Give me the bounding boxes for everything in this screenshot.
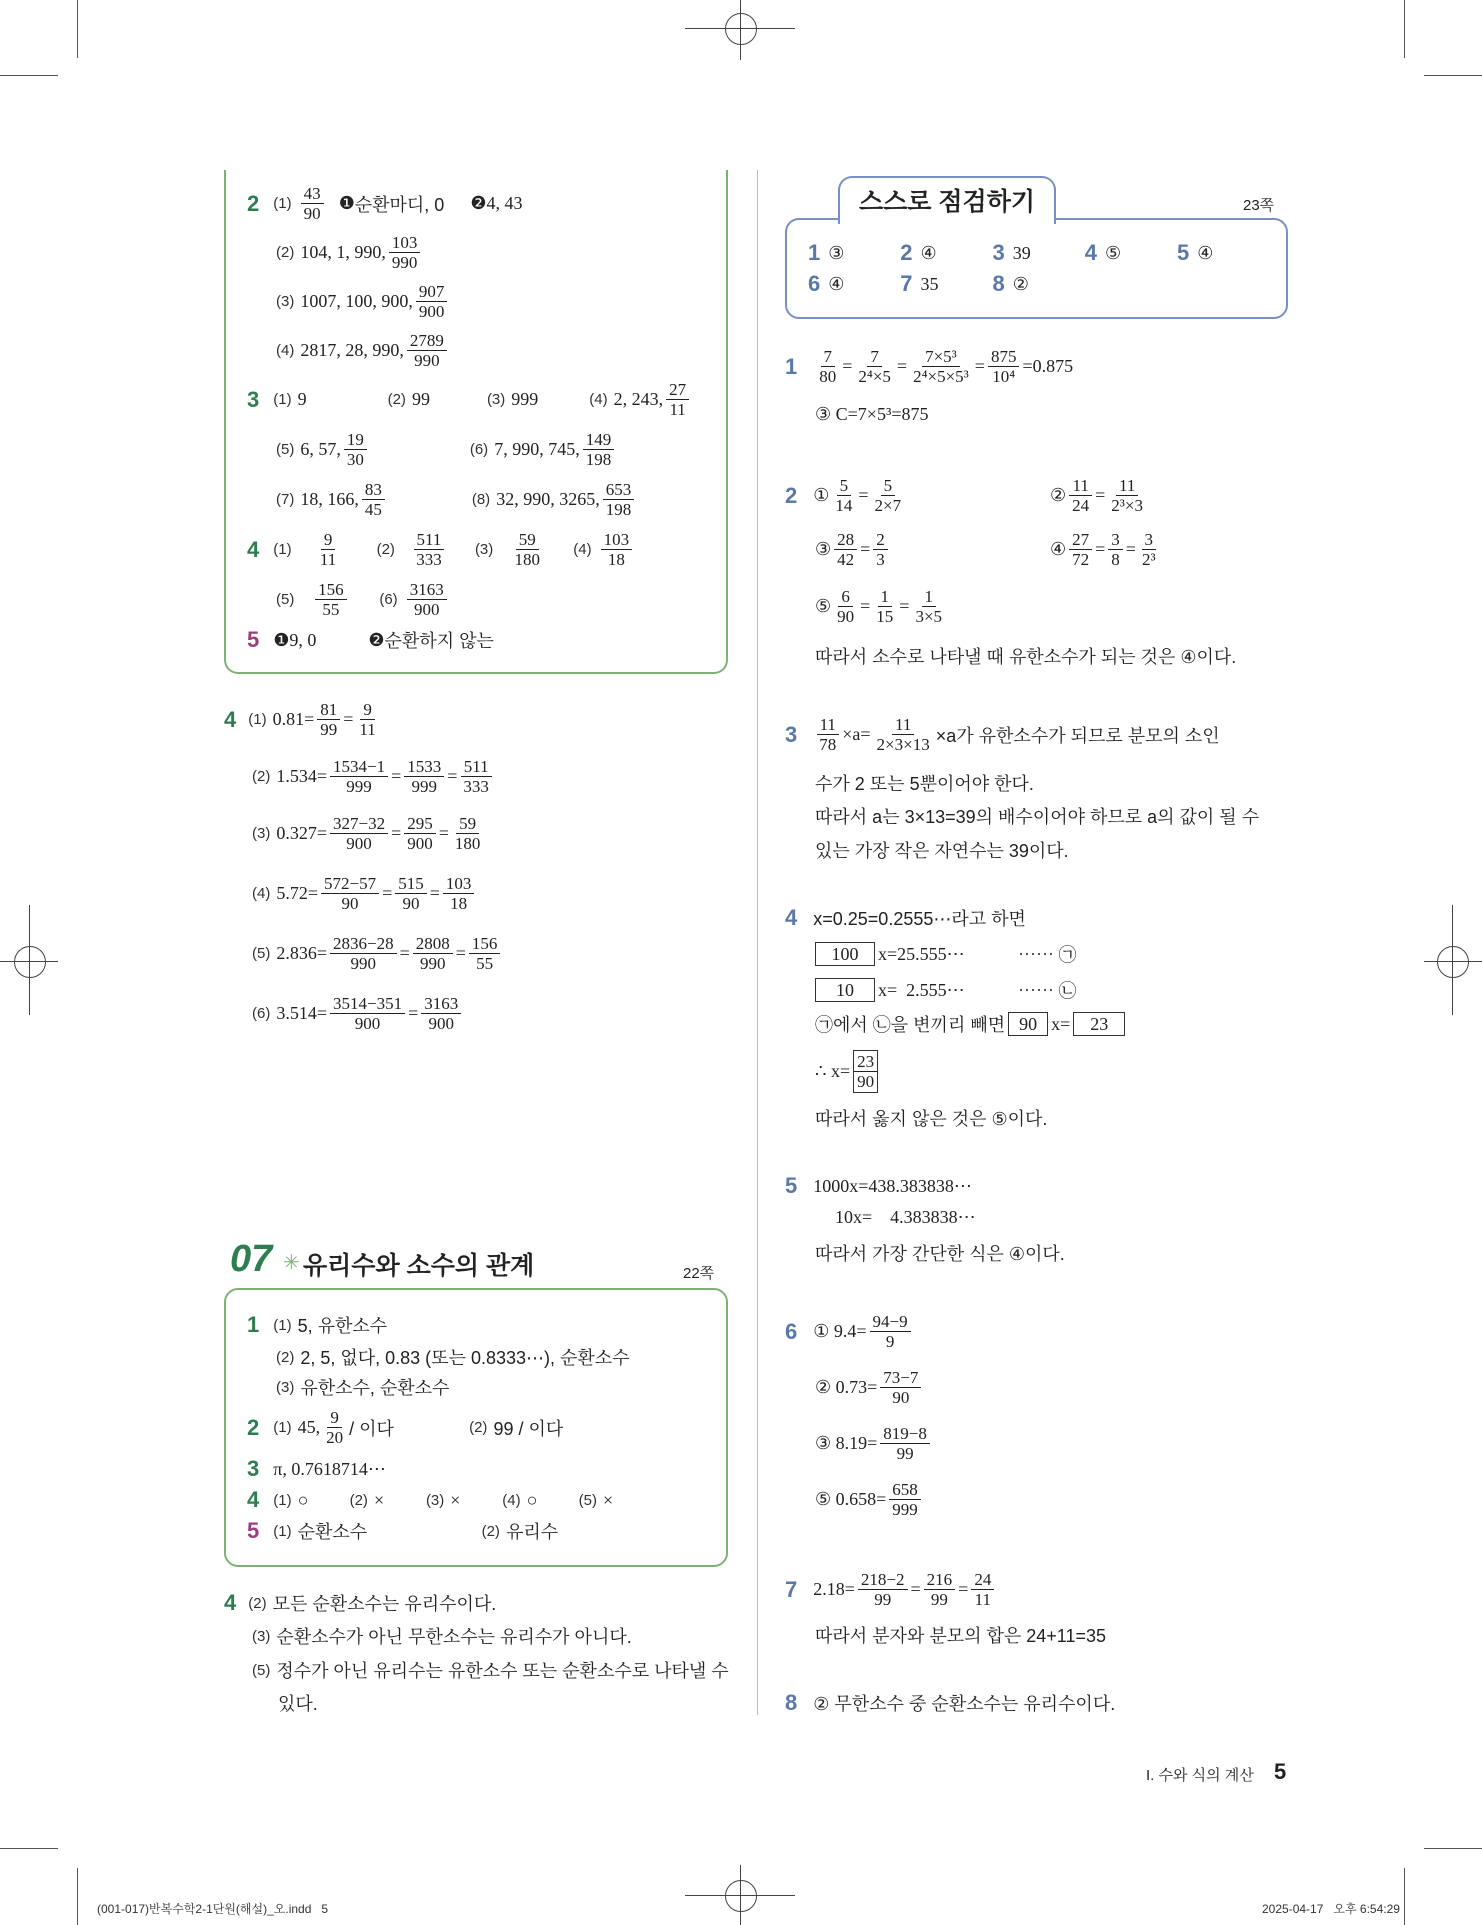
sol-2-row1: 2 ① $\frac{5}{14}$ = $\frac{5}{2\times 7}$ xyxy=(785,476,902,515)
self-check-tab xyxy=(838,176,1056,224)
prev-q2-4: (4) 2817, 28, 990, 2789 990 xyxy=(276,331,450,370)
sol-2-concl: 따라서 소수로 나타낼 때 유한소수가 되는 것은 ④이다. xyxy=(815,647,1237,667)
sol-3: 3 $\frac{11}{78}$ ×a= $\frac{11}{2\times 3\times 13}$ ×a가 유한소수가 되므로 분모의 소인 xyxy=(785,715,1220,754)
registration-mark xyxy=(725,1880,757,1912)
crop-mark xyxy=(77,1868,78,1925)
crop-mark xyxy=(1424,1848,1482,1849)
sol-6-1: 6 ① 9.4= $\frac{94-9}{9}$ xyxy=(785,1312,914,1351)
self-check-answers-row2: 6 ④ 7 35 8 ② xyxy=(808,271,1029,296)
sol-2-row2b: ④ $\frac{27}{72}$ = $\frac{3}{8}$ = $\frac{3}{\text{2³}}$ xyxy=(1050,530,1156,569)
column-divider xyxy=(757,170,758,1715)
sec07-q1-3: (3) 유한소수, 순환소수 xyxy=(276,1378,450,1398)
sol-6-2: ② 0.73= $\frac{73-7}{90}$ xyxy=(815,1368,924,1407)
sol-2-row2: ③ $\frac{28}{42}$ = $\frac{2}{3}$ xyxy=(815,530,891,569)
crop-mark xyxy=(0,75,58,76)
sol-4: 4 x=0.25=0.2555⋯라고 하면 xyxy=(785,905,1026,930)
sol-4-l2: 100 x=25.555⋯ ⋯⋯ ㉠ xyxy=(815,941,1077,967)
sol-3-l2: 수가 2 또는 5뿐이어야 한다. xyxy=(815,774,1034,794)
crop-mark xyxy=(1404,1868,1405,1925)
sec07-q3: 3 π, 0.7618714⋯ xyxy=(247,1456,386,1481)
self-check-title: 스스로 점검하기 xyxy=(859,188,1035,216)
registration-mark xyxy=(740,0,741,60)
chapter-label: I. 수와 식의 계산 xyxy=(1146,1767,1254,1784)
expl4-5: (5) 2.836 = $\frac{2836-28}{990}$ = $\frac{2808}{990}$ = $\frac{156}{55}$ xyxy=(252,934,503,973)
fraction: 43 90 xyxy=(301,184,324,223)
sol-5-concl: 따라서 가장 간단한 식은 ④이다. xyxy=(815,1244,1065,1264)
registration-mark xyxy=(1437,946,1469,978)
expl4-3: (3) 0.327 = $\frac{327-32}{900}$ = $\frac{295}{900}$ = $\frac{59}{180}$ xyxy=(252,814,481,853)
registration-mark xyxy=(725,13,757,45)
sol-6-3: ③ 8.19= $\frac{819-8}{99}$ xyxy=(815,1424,933,1463)
sol-6-5: ⑤ 0.658= $\frac{658}{999}$ xyxy=(815,1480,924,1519)
sol-5-l2: 10x= 4.383838⋯ xyxy=(835,1207,976,1227)
page-number: 5 xyxy=(1274,1759,1287,1784)
sol-2-row1b: ② $\frac{11}{24}$ = $\frac{11}{\text{2³×3}}$ xyxy=(1050,476,1143,515)
sol-3-l3: 따라서 a는 3×13=39의 배수이어야 하므로 a의 값이 될 수 xyxy=(815,807,1260,827)
section-number: 07 xyxy=(230,1238,273,1280)
sol-7: 7 2.18= $\frac{218-2}{99}$ = $\frac{216}{99}$ = $\frac{24}{11}$ xyxy=(785,1570,997,1609)
sec07-q1-2: (2) 2, 5, 없다, 0.83 (또는 0.8333⋯), 순환소수 xyxy=(276,1348,630,1368)
prev-q2-2: (2) 104, 1, 990, 103 990 xyxy=(276,233,423,272)
prev-q2-3: (3) 1007, 100, 900, 907 900 xyxy=(276,282,450,321)
sec07-expl4-3: (3) 순환소수가 아닌 무한소수는 유리수가 아니다. xyxy=(252,1627,632,1647)
asterisk-icon: ✳ xyxy=(283,1252,300,1274)
registration-mark xyxy=(14,946,46,978)
sol-3-l4: 있는 가장 작은 자연수는 39이다. xyxy=(815,841,1069,861)
file-name: (001-017)반복수학2-1단원(해설)_오.indd 5 xyxy=(97,1902,329,1916)
prev-q2-1: 2 (1) 43 90 ❶ 순환마디, 0 ❷ 4, 43 xyxy=(247,184,523,223)
sol-5: 5 1000x=438.383838⋯ xyxy=(785,1173,972,1198)
sec07-expl4-5: (5) 정수가 아닌 유리수는 유한소수 또는 순환소수로 나타낼 수 xyxy=(252,1661,729,1681)
prev-q4-row1: 4 (1) 9 11 (2) 511 333 (3) 59 180 (4) 103 18 xyxy=(247,530,635,569)
sol-4-l3: 10 x= 2.555⋯ ⋯⋯ ㉡ xyxy=(815,977,1077,1003)
sol-4-ans: ∴ x= $\frac{23}{90}$ xyxy=(815,1050,881,1093)
sol-1: 1 $\frac{7}{80}$ = $\frac{7}{\text{2⁴×5}}$ = $\frac{\text{7×5³}}{\text{2⁴×5×5³}}$ = $\frac{875}{\text{10⁴}}$ =0.875 xyxy=(785,347,1074,386)
sol-4-l4: ㉠에서 ㉡을 변끼리 빼면 90 x= 23 xyxy=(815,1011,1128,1037)
sec07-expl4-2: 4 (2) 모든 순환소수는 유리수이다. xyxy=(224,1590,497,1615)
sec07-q2: 2 (1) 45, 9 20 / 이다 (2) 99 / 이다 xyxy=(247,1408,564,1447)
self-check-box xyxy=(785,218,1288,319)
section-title: 유리수와 소수의 관계 xyxy=(303,1252,535,1280)
self-check-answers-row1: 1 ③ 2 ④ 3 39 4 ⑤ 5 ④ xyxy=(808,240,1214,265)
registration-mark xyxy=(740,1865,741,1925)
registration-mark xyxy=(1452,905,1453,1015)
crop-mark xyxy=(1424,75,1482,76)
timestamp: 2025-04-17 오후 6:54:29 xyxy=(1262,1902,1400,1916)
sec07-expl4-5b: 있다. xyxy=(278,1694,318,1714)
registration-mark xyxy=(29,905,30,1015)
registration-mark xyxy=(1424,961,1482,962)
crop-mark xyxy=(77,0,78,58)
sec07-q5: 5 (1) 순환소수 (2) 유리수 xyxy=(247,1518,559,1543)
sol-8: 8 ② 무한소수 중 순환소수는 유리수이다. xyxy=(785,1690,1116,1715)
expl4-6: (6) 3.514 = $\frac{3514-351}{900}$ = $\frac{3163}{900}$ xyxy=(252,994,464,1033)
page-ref: 22쪽 xyxy=(683,1265,715,1282)
prev-q3-row1: 3 (1) 9 (2) 99 (3) 999 (4) 2, 243, 27 11 xyxy=(247,380,692,419)
sol-1-line2: ③ C=7×5³=875 xyxy=(815,404,929,424)
crop-mark xyxy=(1404,0,1405,58)
crop-mark xyxy=(0,1848,58,1849)
expl4-4: (4) 5.72 = $\frac{572-57}{90}$ = $\frac{515}{90}$ = $\frac{103}{18}$ xyxy=(252,874,477,913)
sec07-q1-1: 1 (1) 5, 유한소수 xyxy=(247,1312,388,1337)
expl4-1: 4 (1) 0.81 = $\frac{81}{99}$ = $\frac{9}{11}$ xyxy=(224,700,376,739)
sol-7-concl: 따라서 분자와 분모의 합은 24+11=35 xyxy=(815,1626,1107,1646)
sol-4-concl: 따라서 옳지 않은 것은 ⑤이다. xyxy=(815,1109,1048,1129)
expl4-2: (2) 1.534 = $\frac{1534-1}{999}$ = $\frac{1533}{999}$ = $\frac{511}{333}$ xyxy=(252,757,495,796)
sec07-q4: 4 (1) ○ (2) × (3) × (4) ○ (5) × xyxy=(247,1487,614,1512)
prev-q5: 5 ❶ 9, 0 ❷ 순환하지 않는 xyxy=(247,627,494,652)
prev-q3-row2: (5) 6, 57, 19 30 (6) 7, 990, 745, 149 198 xyxy=(276,430,617,469)
self-check-page-ref: 23쪽 xyxy=(1243,197,1275,214)
prev-q4-row2: (5) 156 55 (6) 3163 900 xyxy=(276,580,450,619)
sol-2-row3: ⑤ $\frac{6}{90}$ = $\frac{1}{15}$ = $\frac{1}{3\times 5}$ xyxy=(815,587,943,626)
prev-q3-row3: (7) 18, 166, 83 45 (8) 32, 990, 3265, 653 198 xyxy=(276,480,637,519)
